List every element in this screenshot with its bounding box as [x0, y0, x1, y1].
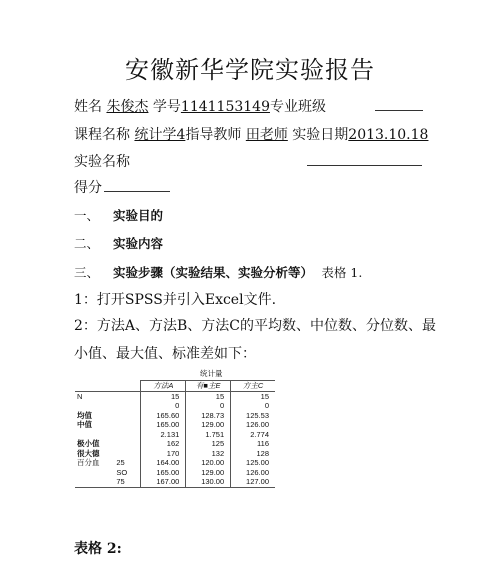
stats-row-label	[75, 477, 114, 487]
section-3-num: 三、	[74, 265, 100, 280]
section-2-num: 二、	[74, 236, 100, 251]
major-blank	[375, 96, 423, 111]
stats-row-label	[75, 401, 114, 411]
stats-cell: 165.00	[141, 468, 186, 478]
stats-cell: 164.00	[141, 458, 186, 468]
stats-table	[75, 380, 275, 488]
stats-cell: 128	[231, 449, 275, 459]
stats-cell: 0	[186, 401, 231, 411]
stats-row-label: 极小值	[77, 439, 100, 448]
major-label: 专业班级	[269, 99, 326, 115]
stats-row-sublabel: SO	[116, 467, 128, 477]
stats-cell: 1.751	[186, 430, 231, 440]
stats-cell: 15	[141, 391, 186, 401]
date-value: 2013.10.18	[348, 127, 429, 143]
stats-row-sublabel	[114, 391, 141, 401]
stats-cell: 116	[231, 439, 275, 449]
stats-cell: 162	[141, 439, 186, 449]
stats-header-empty	[75, 381, 114, 392]
info-line-1	[74, 96, 326, 116]
course-label: 课程名称	[74, 127, 130, 143]
stats-cell: 125.00	[231, 458, 275, 468]
id-label: 学号	[152, 99, 181, 115]
table-row	[75, 449, 275, 459]
report-title: 安徽新华学院实验报告	[125, 56, 375, 84]
score-blank	[104, 177, 170, 192]
stats-row-label: 中值	[77, 420, 92, 429]
stats-row-label	[75, 430, 114, 440]
stats-row-label: 很大德	[77, 448, 100, 458]
stats-header-row	[75, 381, 275, 392]
section-2-text: 实验内容	[113, 236, 164, 251]
id-value: 1141153149	[180, 99, 270, 115]
table-row	[75, 468, 275, 478]
stats-cell: 170	[141, 449, 186, 459]
stats-row-sublabel	[114, 401, 141, 411]
teacher-value: 田老师	[245, 127, 288, 143]
section-3-text: 实验步骤（实验结果、实验分析等）	[113, 265, 314, 280]
stats-table-title: 统计量	[200, 369, 223, 378]
course-value: 统计学4	[134, 127, 186, 143]
table-row	[75, 458, 275, 468]
paragraph-1: 1：打开SPSS并引入Excel文件.	[74, 292, 277, 308]
stats-row-sublabel	[114, 420, 141, 430]
stats-row-sublabel	[114, 449, 141, 459]
section-1-num: 一、	[74, 208, 100, 223]
stats-cell: 132	[186, 449, 231, 459]
stats-cell: 128.73	[186, 411, 231, 421]
stats-header-cell: 方主C	[231, 381, 275, 392]
exp-name-blank	[307, 151, 422, 166]
stats-row-label	[75, 468, 114, 478]
section-2	[74, 234, 163, 252]
stats-cell: 165.60	[141, 411, 186, 421]
stats-cell: 125	[186, 439, 231, 449]
stats-cell: 15	[231, 391, 275, 401]
name-value: 朱俊杰	[106, 99, 149, 115]
score-label: 得分	[74, 180, 102, 196]
stats-row-sublabel: 25	[116, 458, 125, 467]
stats-cell: 120.00	[186, 458, 231, 468]
paragraph-2-line-2: 小值、最大值、标准差如下：	[74, 346, 256, 362]
name-label: 姓名	[74, 99, 102, 115]
stats-cell: 129.00	[186, 468, 231, 478]
stats-cell: 125.53	[231, 411, 275, 421]
table-row	[75, 420, 275, 430]
info-line-2	[74, 124, 428, 144]
date-label: 实验日期	[292, 127, 349, 143]
stats-cell: 165.00	[141, 420, 186, 430]
teacher-label: 指导教师	[185, 127, 242, 143]
exp-name-label: 实验名称	[74, 154, 130, 170]
stats-row-sublabel	[114, 411, 141, 421]
table-2-label: 表格 2:	[74, 541, 122, 557]
table-row	[75, 401, 275, 411]
table-row	[75, 411, 275, 421]
stats-row-sublabel	[114, 439, 141, 449]
stats-row-label: N	[77, 391, 83, 401]
stats-header-empty	[114, 381, 141, 392]
section-1-text: 实验目的	[113, 208, 164, 223]
table-row	[75, 430, 275, 440]
stats-cell: 2.131	[141, 430, 186, 440]
stats-cell: 167.00	[141, 477, 186, 487]
stats-row-sublabel: 75	[114, 477, 141, 487]
stats-cell: 127.00	[231, 477, 275, 487]
stats-cell: 126.00	[231, 468, 275, 478]
stats-cell: 15	[186, 391, 231, 401]
section-1	[74, 206, 163, 224]
section-3-suffix: 表格 1.	[321, 265, 363, 280]
paragraph-2-line-1: 2：方法A、方法B、方法C的平均数、中位数、分位数、最	[74, 318, 437, 334]
stats-row-label: 百分血	[77, 458, 100, 467]
table-row	[75, 439, 275, 449]
section-3	[74, 263, 362, 281]
stats-row-label: 均值	[77, 410, 92, 420]
table-row	[75, 477, 275, 487]
stats-cell: 129.00	[186, 420, 231, 430]
stats-cell: 0	[231, 401, 275, 411]
stats-row-sublabel	[114, 430, 141, 440]
stats-cell: 0	[141, 401, 186, 411]
stats-header-cell: 有■主E	[186, 381, 231, 392]
stats-header-cell: 方法A	[141, 381, 186, 392]
stats-cell: 2.774	[231, 430, 275, 440]
table-row	[75, 391, 275, 401]
stats-cell: 126.00	[231, 420, 275, 430]
stats-cell: 130.00	[186, 477, 231, 487]
